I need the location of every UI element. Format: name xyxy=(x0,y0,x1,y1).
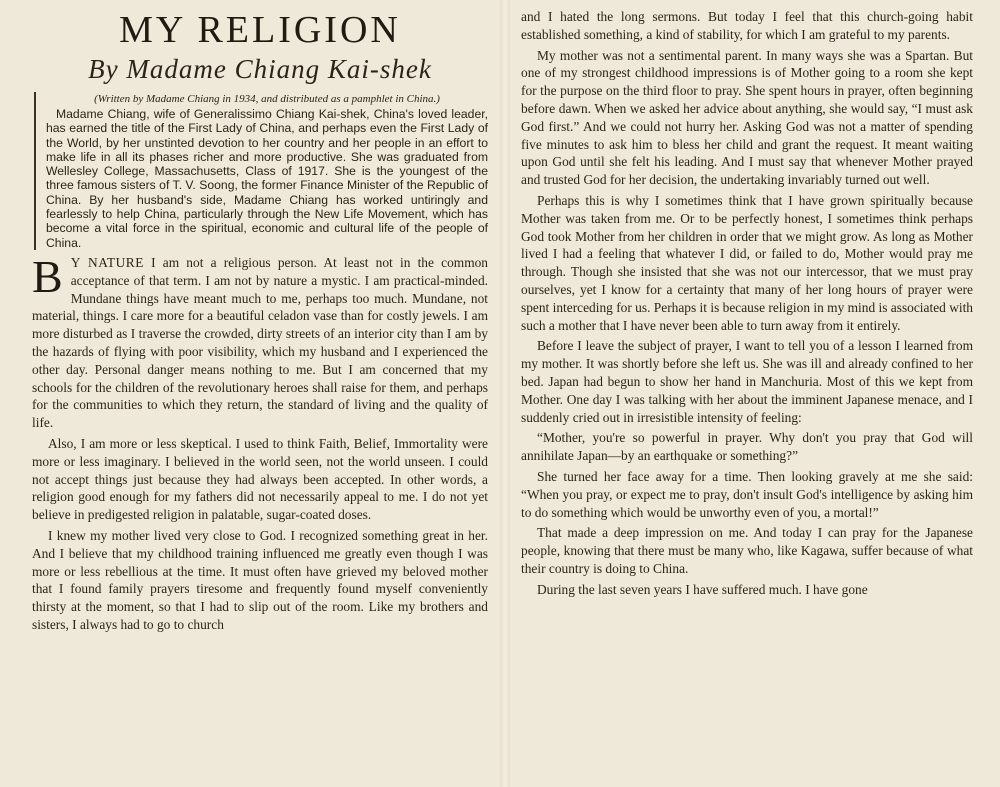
paragraph-by-nature xyxy=(32,250,488,432)
paragraph-quote-japan: “Mother, you're so powerful in prayer. Why don't you pray that God will annihilate Japan—by an earthquake or something?” xyxy=(521,430,973,464)
article-byline: By Madame Chiang Kai-shek xyxy=(88,54,432,84)
paragraph-impression: That made a deep impression on me. And today I can pray for the Japanese people, knowing that there must be many who, like Kagawa, suffer because of what their country is doing to China. xyxy=(521,525,973,576)
drop-cap: B xyxy=(32,250,63,302)
page-gutter xyxy=(500,0,510,787)
paragraph-mother-close-to-god: I knew my mother lived very close to God. I recognized something great in her. And I believe that my childhood training influenced me greatly even though I was more or less rebellious at the time. It must often have grieved my beloved mother that I found family prayers tiresome and frequently found myself conveniently thirsty at the moment, so that I had to slip out of the room. Like my brothers and sisters, I always had to go to church xyxy=(32,527,488,632)
paragraph-grown-spiritually: Perhaps this is why I sometimes think that I have grown spiritually because Mother was taken from me. Or to be perfectly honest, I sometimes think perhaps God took Mother from her children in order that we might grow. As long as Mother lived I had a feeling that whatever I did, or failed to do, Mother would pray me through. Though she insisted that she was not our intercessor, that we must pray ourselves, yet I know for a certainty that many of her long hours of prayer were spent interceding for us. Perhaps it is because religion in my mind is associated with such a mother that I have never been able to turn away from it entirely. xyxy=(521,192,973,333)
opening-words: Y NATURE xyxy=(70,254,144,270)
paragraph-skeptical: Also, I am more or less skeptical. I used to think Faith, Belief, Immortality were more or less imaginary. I believed in the world seen, not the world unseen. I could not accept things just because they had always been accepted. In other words, a religion good enough for my fathers did not necessarily appeal to me. I do not yet believe in predigested religion in palatable, sugar-coated doses. xyxy=(32,435,488,523)
paragraph-mother-reply: She turned her face away for a time. Then looking gravely at me she said: “When you pray, or expect me to pray, don't insult God's intelligence by asking him to do something which would be unworthy even of you, a mortal!” xyxy=(521,468,973,520)
article-title: MY RELIGION xyxy=(119,9,401,51)
paragraph-spartan-mother: My mother was not a sentimental parent. In many ways she was a Spartan. But one of my strongest childhood impressions is of Mother going to a room she kept for the purpose on the third floor to pray. She spent hours in prayer, often beginning before dawn. When we asked her advice about anything, she would say, “I must ask God first.” And we could not hurry her. Asking God was not a matter of spending five minutes to ask him to bless her child and grant the request. It meant waiting upon God until she felt his leading. And I must say that whenever Mother prayed and trusted God for her decision, the undertaking invariably turned out well. xyxy=(521,47,973,188)
paragraph-text: I am not a religious person. At least not in the common acceptance of that term. I am not by nature a mystic. I am practical-minded. Mundane things have meant much to me, perhaps too much. Mundane, not material, things. I care more for a beautiful celadon vase than for costly jewels. I am more disturbed as I traverse the crowded, dirty streets of an interior city than I am by the hazards of flying with poor visibility, which my husband and I experienced the other day. Personal danger means nothing to me. But I am concerned that my schools for the children of the revolutionary heroes shall raise for them, and perhaps for the communities to which they return, the standard of living and the quality of life. xyxy=(32,254,488,431)
editor-intro xyxy=(34,92,488,250)
right-column xyxy=(521,8,973,787)
paragraph-continued: and I hated the long sermons. But today I feel that this church-going habit established something, a kind of stability, for which I am grateful to my parents. xyxy=(521,9,973,42)
intro-body: Madame Chiang, wife of Generalissimo Chiang Kai-shek, China's loved leader, has earned the title of the First Lady of China, and perhaps even the First Lady of the World, by her unstinted devotion to her country and her people in an effort to make life in all its phases richer and more productive. She was graduated from Wellesley College, Massachusetts, Class of 1917. She is the youngest of the three famous sisters of T. V. Soong, the former Finance Minister of the Republic of China. By her husband's side, Madame Chiang has worked untiringly and fearlessly to help China, particularly through the New Life Movement, which has become a vital force in the spiritual, economic and cultural life of the people of China. xyxy=(46,107,488,250)
left-column xyxy=(32,8,488,787)
intro-note: (Written by Madame Chiang in 1934, and distributed as a pamphlet in China.) xyxy=(94,93,440,105)
paragraph-lesson: Before I leave the subject of prayer, I want to tell you of a lesson I learned from my mother. It was shortly before she left us. She was ill and already confined to her bed. Japan had begun to show her hand in Manchuria. Most of this we kept from Mother. One day I was talking with her about the imminent Japanese menace, and I suddenly cried out in irresistible intensity of feeling: xyxy=(521,338,973,425)
paragraph-suffered: During the last seven years I have suffered much. I have gone xyxy=(537,581,868,597)
